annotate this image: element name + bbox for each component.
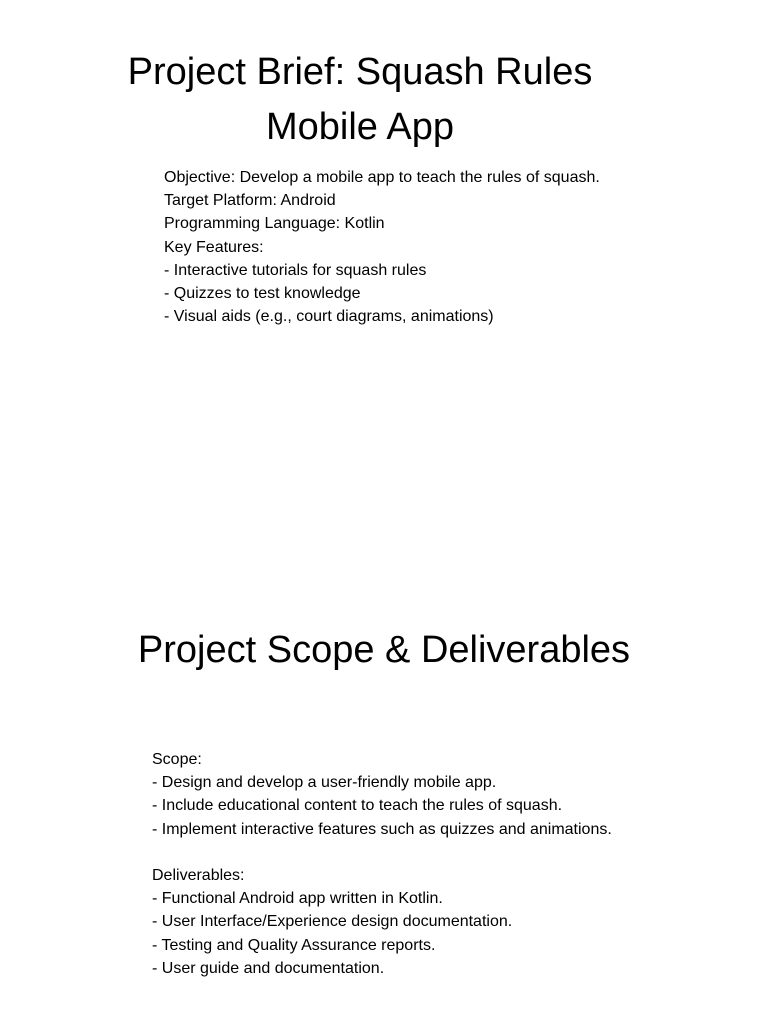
body-line-language: Programming Language: Kotlin [164, 215, 385, 233]
body-line-platform: Target Platform: Android [164, 192, 336, 210]
body-line-feature-tutorials: - Interactive tutorials for squash rules [164, 261, 427, 279]
slide-body [164, 166, 724, 328]
body-line-deliverable-ux: - User Interface/Experience design documentation. [152, 913, 513, 931]
body-line-deliverable-app: - Functional Android app written in Kotlin. [152, 890, 443, 908]
title-line-1: Project Scope & Deliverables [137, 629, 631, 671]
body-line-scope-heading: Scope: [152, 751, 202, 768]
body-line-deliverable-qa: - Testing and Quality Assurance reports. [152, 936, 436, 954]
body-line-scope-content: - Include educational content to teach the rules of squash. [152, 797, 563, 815]
title-line-1: Project Brief: Squash Rules [127, 51, 593, 93]
body-line-blank [152, 841, 732, 864]
slide-title [60, 45, 660, 155]
body-line-feature-visual-aids: - Visual aids (e.g., court diagrams, animations) [164, 308, 494, 326]
slide-scope-deliverables [0, 512, 768, 1024]
body-line-feature-quizzes: - Quizzes to test knowledge [164, 285, 361, 303]
body-line-scope-interactive: - Implement interactive features such as quizzes and animations. [152, 820, 612, 838]
slide-body [152, 748, 732, 980]
body-line-key-features: Key Features: [164, 238, 264, 256]
body-line-objective: Objective: Develop a mobile app to teach the rules of squash. [164, 169, 600, 186]
body-line-deliverable-guide: - User guide and documentation. [152, 959, 385, 977]
slide-title [40, 623, 728, 678]
body-line-deliverables-heading: Deliverables: [152, 867, 245, 884]
body-line-scope-design: - Design and develop a user-friendly mobile app. [152, 774, 497, 792]
title-line-2: Mobile App [265, 106, 454, 148]
